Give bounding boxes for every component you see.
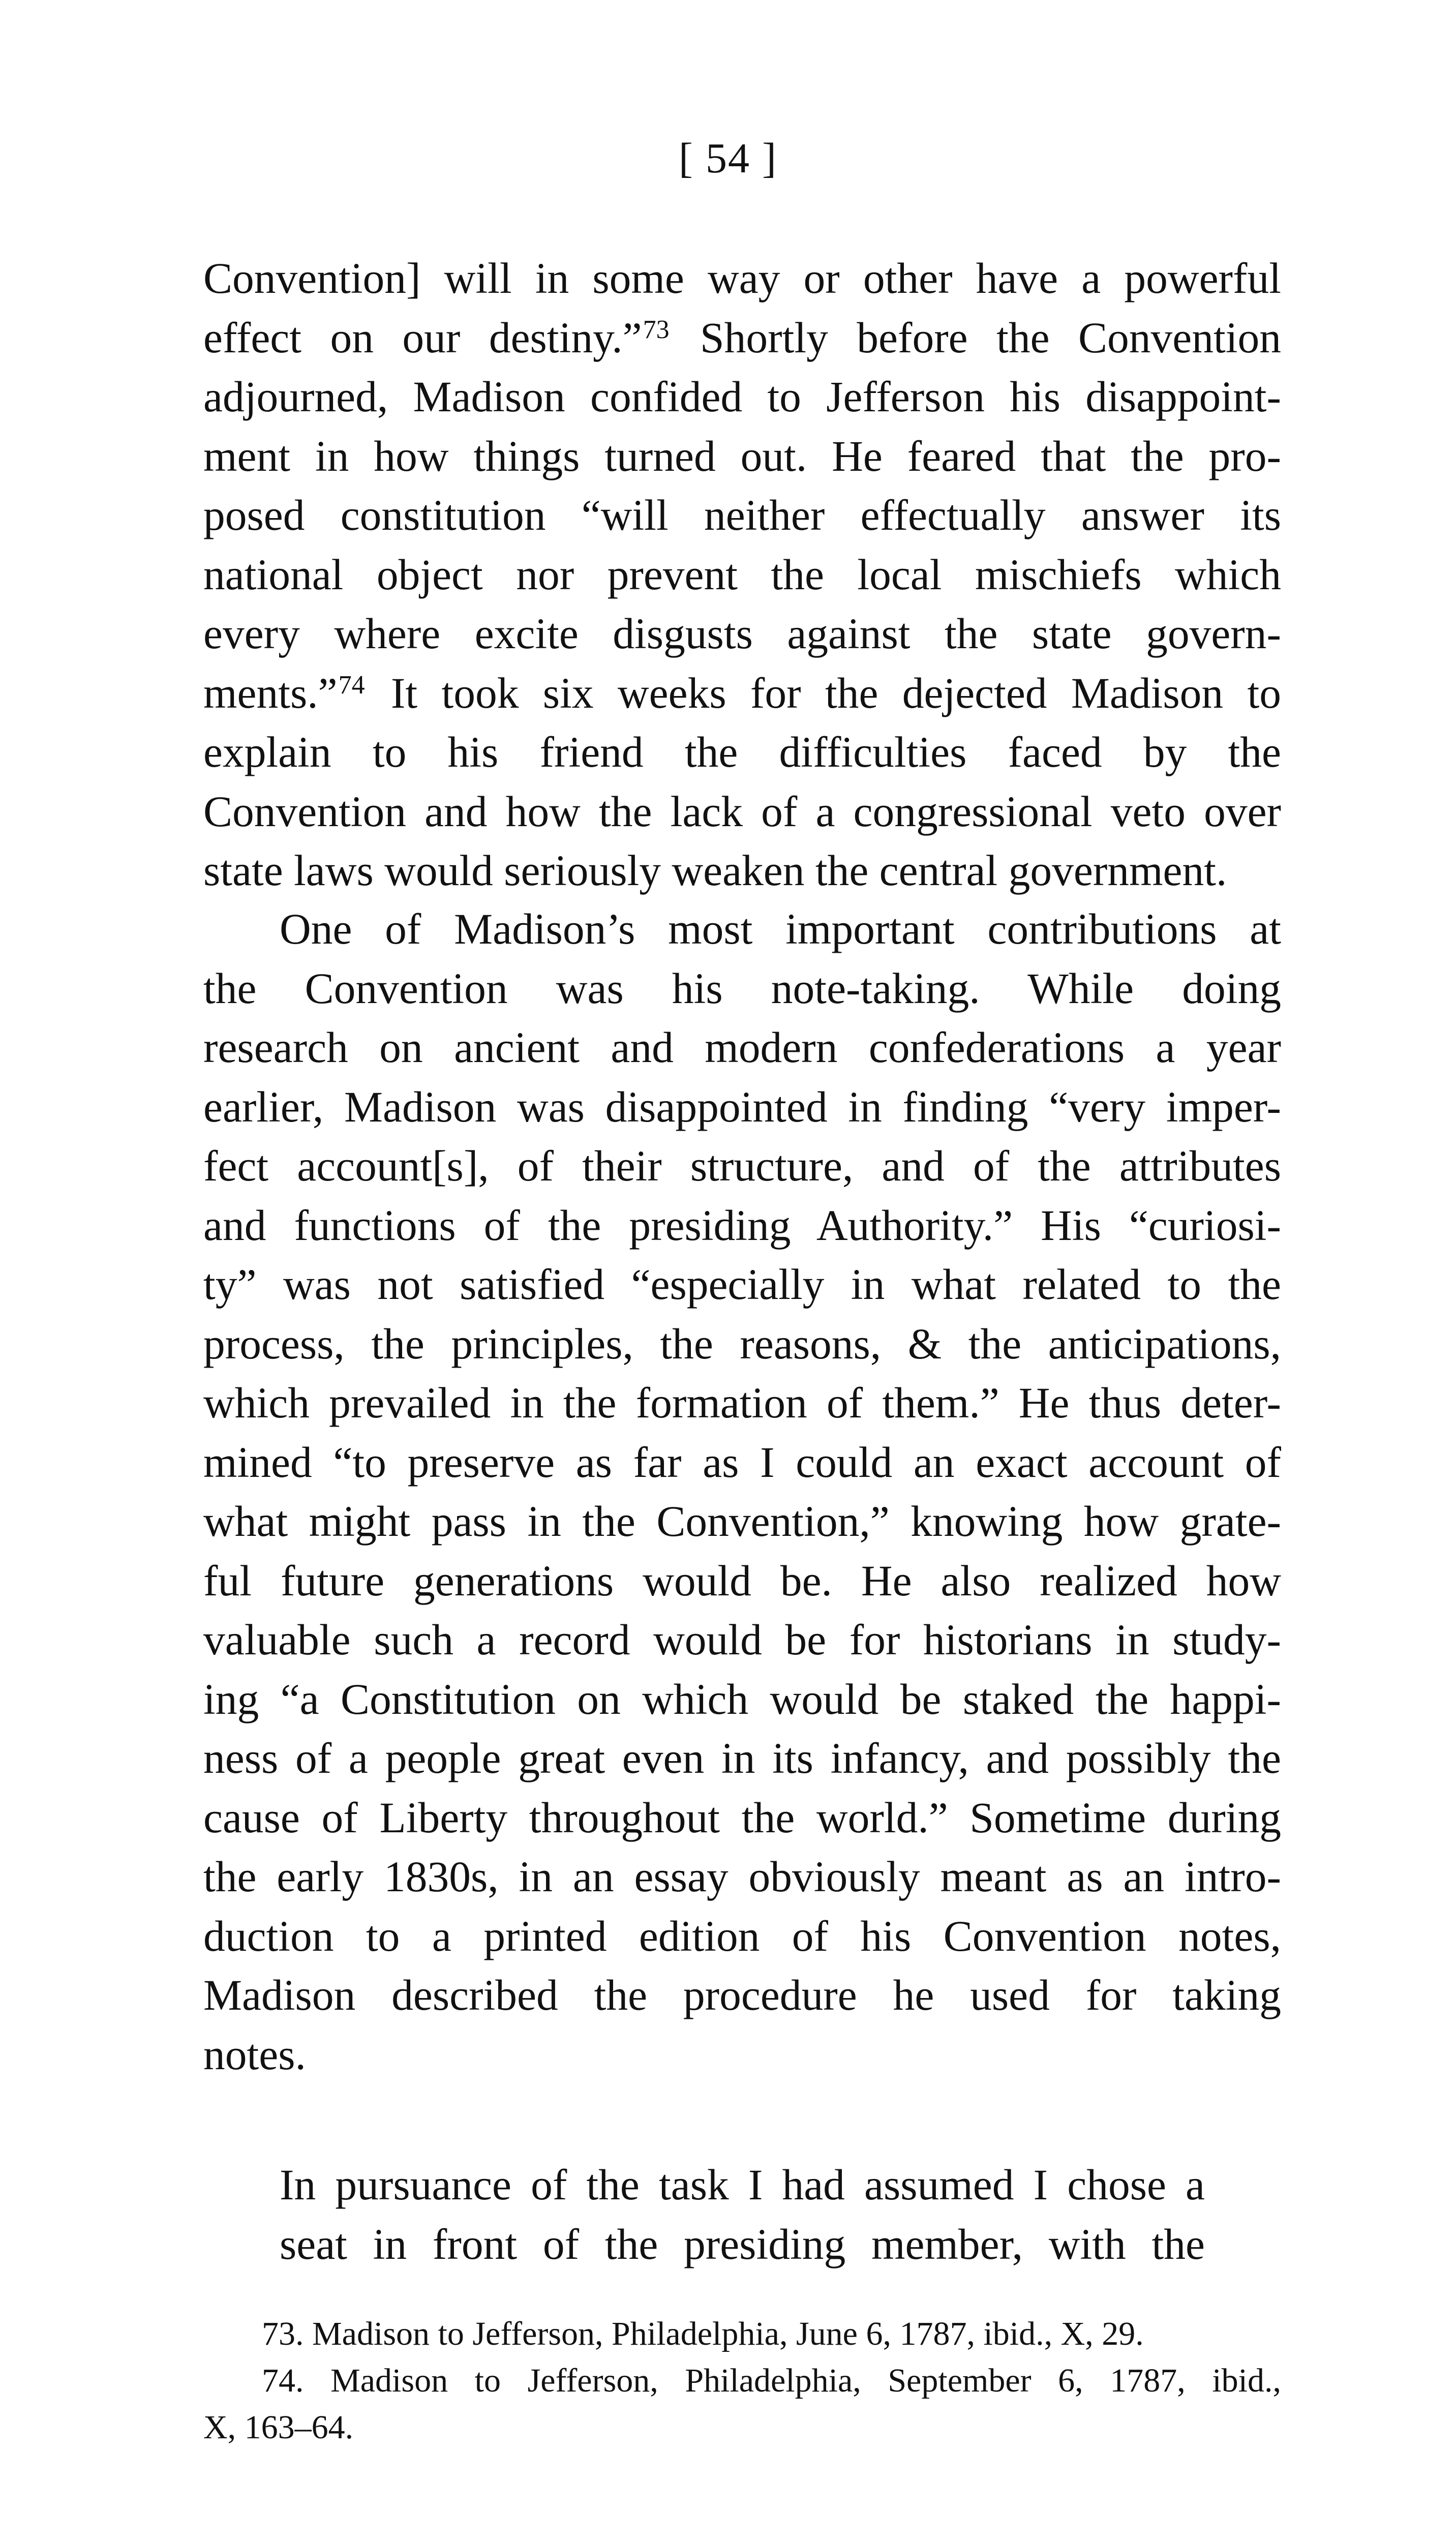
footnote-ref-74[interactable]: 74 — [338, 670, 365, 700]
text-line: explain to his friend the difficulties faced by the — [203, 729, 1281, 776]
text-line: what might pass in the Convention,” knowing how grate- — [203, 1498, 1281, 1546]
text-line: mined “to preserve as far as I could an exact account of — [203, 1438, 1281, 1487]
text-line: Convention and how the lack of a congressional veto over — [203, 788, 1281, 836]
text-line: state laws would seriously weaken the central government. — [203, 847, 1227, 895]
text-line: which prevailed in the formation of them.” He thus deter- — [203, 1379, 1281, 1427]
text-line: effect on our destiny.”$^{73}$ Shortly before the Convention — [203, 314, 1281, 362]
text-line: adjourned, Madison confided to Jefferson his disappoint- — [203, 373, 1281, 421]
block-quote — [280, 2156, 1205, 2274]
text-line: One of Madison’s most important contributions at — [280, 905, 1281, 953]
text-line: every where excite disgusts against the state govern- — [203, 610, 1281, 658]
text-line: posed constitution “will neither effectually answer its — [203, 492, 1281, 539]
quote-line: seat in front of the presiding member, with the — [280, 2220, 1205, 2268]
text-line: valuable such a record would be for historians in study- — [203, 1616, 1281, 1664]
text-line: ness of a people great even in its infancy, and possibly the — [203, 1735, 1281, 1782]
paragraph-1 — [203, 249, 1281, 901]
text-line: research on ancient and modern confederations a year — [203, 1024, 1281, 1072]
text-line: process, the principles, the reasons, & the anticipations, — [203, 1320, 1281, 1368]
text-line: ty” was not satisfied “especially in what related to the — [203, 1261, 1281, 1309]
paragraph-2 — [203, 900, 1281, 2084]
text-line: ful future generations would be. He also realized how — [203, 1557, 1281, 1605]
footnote-74: 74. Madison to Jefferson, Philadelphia, September 6, 1787, ibid., — [262, 2362, 1281, 2399]
text-line: cause of Liberty throughout the world.” Sometime during — [203, 1794, 1281, 1842]
text-line: notes. — [203, 2031, 306, 2079]
text-line: the early 1830s, in an essay obviously meant as an intro- — [203, 1853, 1281, 1901]
quote-line: In pursuance of the task I had assumed I chose a — [280, 2161, 1205, 2209]
text-line: duction to a printed edition of his Convention notes, — [203, 1912, 1281, 1960]
text-line: ment in how things turned out. He feared that the pro- — [203, 432, 1281, 480]
footnote-73: 73. Madison to Jefferson, Philadelphia, June 6, 1787, ibid., X, 29. — [262, 2315, 1144, 2352]
text-line: fect account[s], of their structure, and of the attributes — [203, 1142, 1281, 1190]
text-line: ments.”$^{74}$ It took six weeks for the dejected Madison to — [203, 669, 1281, 717]
text-line: national object nor prevent the local mischiefs which — [203, 551, 1281, 599]
footnote-74-continued: X, 163–64. — [203, 2409, 354, 2446]
text-line: earlier, Madison was disappointed in finding “very imper- — [203, 1083, 1281, 1131]
text-line: and functions of the presiding Authority.” His “curiosi- — [203, 1201, 1281, 1250]
text-line: ing “a Constitution on which would be staked the happi- — [203, 1675, 1281, 1723]
text-line: Madison described the procedure he used for taking — [203, 1972, 1281, 2019]
footnotes — [203, 2311, 1281, 2451]
text-line: the Convention was his note-taking. While doing — [203, 964, 1281, 1013]
text-line: Convention] will in some way or other have a powerful — [203, 255, 1281, 302]
page-number: [ 54 ] — [679, 135, 777, 182]
footnote-ref-73[interactable]: 73 — [643, 315, 670, 344]
